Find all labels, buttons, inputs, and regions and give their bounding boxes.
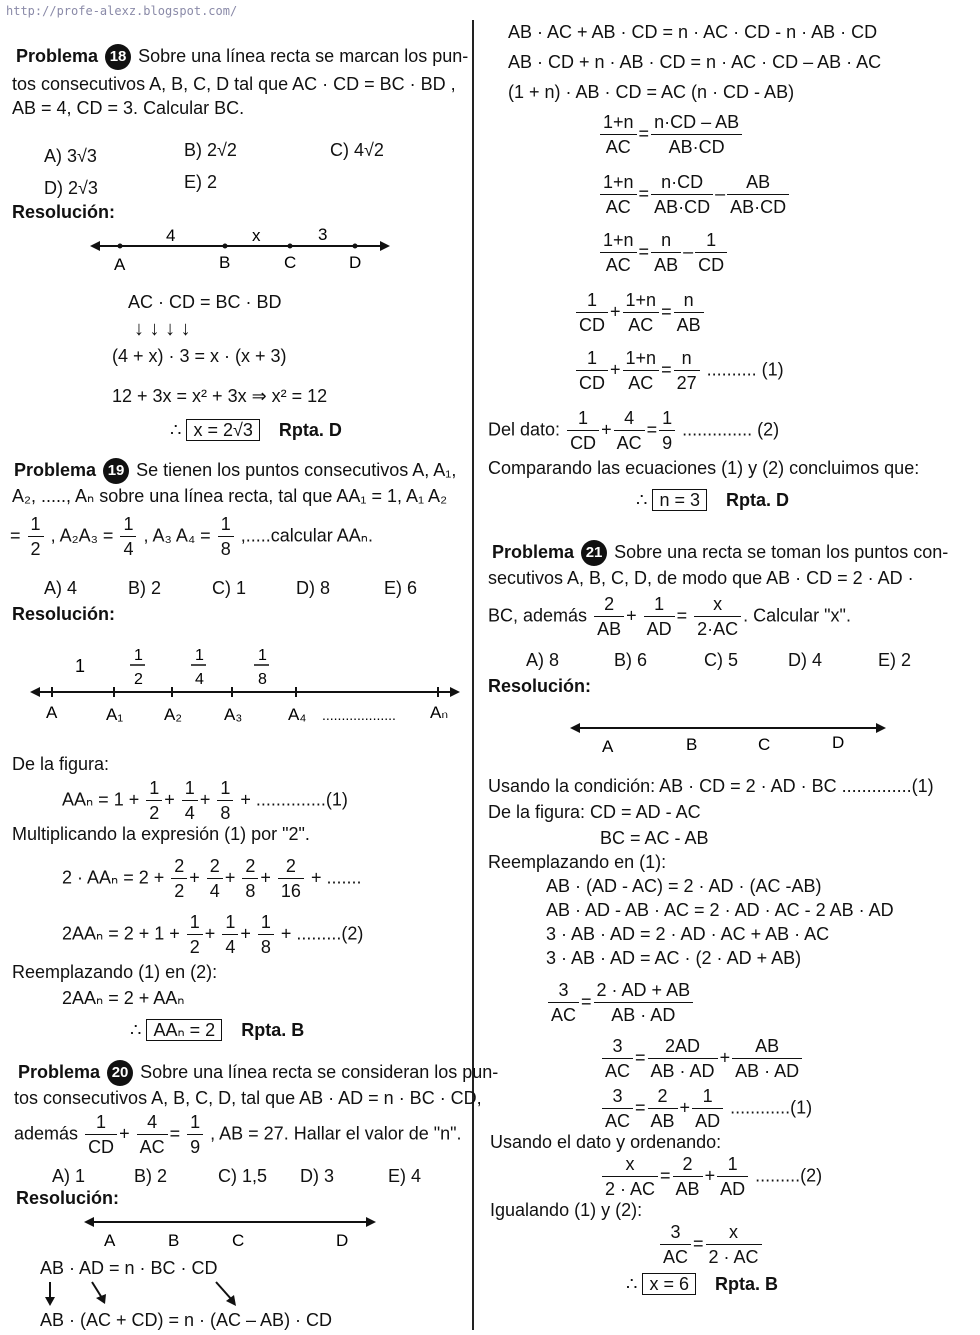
p21-line-figure bbox=[570, 718, 886, 758]
p21-answer-box: x = 6 bbox=[642, 1273, 696, 1295]
p21-point-b: B bbox=[686, 735, 698, 754]
p21-header bbox=[492, 540, 948, 566]
p19-option-d: D) 8 bbox=[296, 578, 331, 598]
p19-label: Problema bbox=[14, 459, 97, 480]
p19-rpta: Rpta. B bbox=[241, 1020, 305, 1040]
p18-header bbox=[16, 44, 468, 70]
p18-number-badge: 18 bbox=[105, 44, 131, 70]
p19-eq-1: AAₙ = 1 + $\frac{1}{2}$ + $\frac{1}{4}$ + $\frac{1}{8}$ + ..............(1) bbox=[62, 778, 348, 823]
p18-option-b: B) 2√2 bbox=[184, 140, 237, 160]
p18-point-c-mark bbox=[288, 244, 293, 249]
p20-r1: AB · AC + AB · CD = n · AC · CD - n · AB · CD bbox=[508, 22, 878, 42]
p18-answer-box: x = 2√3 bbox=[186, 419, 259, 441]
p21-option-d: D) 4 bbox=[788, 650, 823, 670]
p19-header bbox=[14, 458, 456, 484]
p19-option-b: B) 2 bbox=[128, 578, 162, 598]
p18-answer-line bbox=[170, 420, 342, 441]
p19-statement-3 bbox=[10, 512, 373, 561]
p19-seg-2-den: 2 bbox=[134, 671, 143, 688]
p19-dots: ................... bbox=[322, 707, 396, 723]
p18-point-c: C bbox=[284, 253, 297, 272]
p19-eq-sign: = bbox=[10, 525, 21, 546]
p19-answer-box: AAₙ = 2 bbox=[146, 1019, 222, 1041]
p18-point-a: A bbox=[114, 255, 126, 274]
p21-option-c: C) 5 bbox=[704, 650, 739, 670]
p19-point-an: Aₙ bbox=[430, 703, 449, 722]
p19-seg-3-num: 1 bbox=[195, 647, 204, 664]
p19-point-a: A bbox=[46, 703, 58, 722]
p20-r4: $\frac{1+n}{AC}$ = $\frac{n\cdot CD - AB}{AB\cdot CD}$ bbox=[598, 110, 744, 159]
p20-label: Problema bbox=[18, 1061, 101, 1082]
p18-eq-2: (4 + x) · 3 = x · (x + 3) bbox=[112, 346, 287, 366]
p18-point-d: D bbox=[349, 253, 362, 272]
p19-arrow-left bbox=[30, 687, 40, 697]
p19-seg-2-num: 1 bbox=[134, 647, 143, 664]
p21-e4: $\frac{x}{2 \cdot AC}$ = $\frac{2}{AB}$ + $\frac{1}{AD}$ .........(2) bbox=[600, 1152, 822, 1201]
p20-rpta: Rpta. D bbox=[726, 490, 790, 510]
p20-point-d: D bbox=[336, 1231, 349, 1250]
p21-l3: BC = AC - AB bbox=[600, 828, 709, 848]
p21-l1: Usando la condición: AB · CD = 2 · AD · BC ..............(1) bbox=[488, 776, 934, 796]
p19-seg-4-den: 8 bbox=[258, 671, 267, 688]
p19-statement-1: Se tienen los puntos consecutivos A, A₁, bbox=[136, 459, 457, 480]
p20-point-b: B bbox=[168, 1231, 180, 1250]
p20-dato: Del dato: $\frac{1}{CD}$ + $\frac{4}{AC}$ = $\frac{1}{9}$ .............. (2) bbox=[488, 408, 780, 453]
p20-number-badge: 20 bbox=[107, 1060, 133, 1086]
p20-answer-box: n = 3 bbox=[652, 489, 707, 511]
p18-statement-2: tos consecutivos A, B, C, D tal que AC · CD = BC · BD , bbox=[12, 74, 456, 94]
p20-r2: AB · CD + n · AB · CD = n · AC · CD – AB · AC bbox=[508, 52, 882, 72]
p21-l2: De la figura: CD = AD - AC bbox=[488, 802, 701, 822]
p18-resolution-title: Resolución: bbox=[12, 202, 116, 222]
p20-answer-line: ∴ n = 3 Rpta. D bbox=[636, 490, 790, 510]
p20-option-b: B) 2 bbox=[134, 1166, 168, 1186]
p21-label: Problema bbox=[492, 541, 575, 562]
p19-multiplicando: Multiplicando la expresión (1) por "2". bbox=[12, 824, 310, 844]
p18-option-e: E) 2 bbox=[184, 172, 218, 192]
p18-seg-ab: 4 bbox=[166, 226, 176, 245]
column-divider bbox=[472, 20, 474, 1330]
p20-line-figure bbox=[84, 1212, 376, 1252]
p21-l4: Reemplazando en (1): bbox=[488, 852, 667, 872]
p21-point-a: A bbox=[602, 737, 614, 756]
p19-seg-1: 1 bbox=[75, 656, 86, 676]
p18-eq-3: 12 + 3x = x² + 3x ⇒ x² = 12 bbox=[112, 386, 328, 406]
p21-l6: AB · AD - AB · AC = 2 · AD · AC - 2 AB · AD bbox=[546, 900, 894, 920]
therefore-symbol: ∴ bbox=[170, 420, 182, 440]
p21-l9: Usando el dato y ordenando: bbox=[490, 1132, 722, 1152]
p18-point-a-mark bbox=[118, 244, 123, 249]
p18-label: Problema bbox=[16, 45, 99, 66]
p19-eq-3: 2AAₙ = 2 + 1 + $\frac{1}{2}$ + $\frac{1}{4}$ + $\frac{1}{8}$ + .........(2) bbox=[62, 912, 364, 957]
p18-arrow-right bbox=[380, 241, 390, 251]
p21-l10: Igualando (1) y (2): bbox=[490, 1200, 643, 1220]
p20-arrows bbox=[40, 1280, 250, 1310]
p20-header bbox=[18, 1060, 498, 1086]
p19-option-e: E) 6 bbox=[384, 578, 418, 598]
p21-option-b: B) 6 bbox=[614, 650, 648, 670]
p20-option-e: E) 4 bbox=[388, 1166, 422, 1186]
p21-e3: $\frac{3}{AC}$ = $\frac{2}{AB}$ + $\frac{1}{AD}$ ............(1) bbox=[600, 1084, 812, 1133]
p18-arrows: ↓ ↓ ↓ ↓ bbox=[134, 318, 191, 340]
p18-statement-1: Sobre una línea recta se marcan los pun- bbox=[138, 45, 469, 66]
p21-option-a: A) 8 bbox=[526, 650, 560, 670]
p21-resolution-title: Resolución: bbox=[488, 676, 592, 696]
p20-statement-1: Sobre una línea recta se consideran los pun- bbox=[140, 1061, 499, 1082]
p19-seg-4-num: 1 bbox=[258, 647, 267, 664]
p18-line-figure bbox=[90, 224, 390, 276]
p20-eq-2: AB · (AC + CD) = n · (AC – AB) · CD bbox=[40, 1310, 333, 1330]
p19-point-a2: A₂ bbox=[164, 705, 182, 724]
p21-answer-line: ∴ x = 6 Rpta. B bbox=[626, 1274, 779, 1294]
p20-statement-2: tos consecutivos A, B, C, D, tal que AB · AD = n · BC · CD, bbox=[14, 1088, 482, 1108]
p18-option-c: C) 4√2 bbox=[330, 140, 384, 160]
p20-r8: $\frac{1}{CD}$ + $\frac{1+n}{AC}$ = $\frac{n}{27}$ .......... (1) bbox=[574, 346, 784, 395]
p20-point-a: A bbox=[104, 1231, 116, 1250]
p21-statement-3: BC, además $\frac{2}{AB}$ + $\frac{1}{AD}$ = $\frac{x}{2\cdot AC}$ . Calcular "x". bbox=[488, 594, 851, 639]
p19-a3a4: , A₃ A₄ = bbox=[143, 525, 211, 546]
p19-statement-2: A₂, ....., Aₙ sobre una línea recta, tal que AA₁ = 1, A₁ A₂ bbox=[12, 486, 448, 506]
p18-option-a: A) 3√3 bbox=[44, 146, 97, 166]
p19-frac-eighth: $\frac{1}{8}$ bbox=[218, 512, 234, 561]
p20-r7: $\frac{1}{CD}$ + $\frac{1+n}{AC}$ = $\frac{n}{AB}$ bbox=[574, 288, 706, 337]
p18-seg-cd: 3 bbox=[318, 225, 328, 244]
blog-url: http://profe-alexz.blogspot.com/ bbox=[6, 4, 238, 18]
p20-statement-3: además $\frac{1}{CD}$ + $\frac{4}{AC}$ = $\frac{1}{9}$ , AB = 27. Hallar el valor de "n". bbox=[14, 1112, 462, 1157]
p19-option-a: A) 4 bbox=[44, 578, 78, 598]
p18-option-d: D) 2√3 bbox=[44, 178, 98, 198]
p18-point-b: B bbox=[219, 253, 231, 272]
p21-point-c: C bbox=[758, 735, 771, 754]
p18-statement-3: AB = 4, CD = 3. Calcular BC. bbox=[12, 98, 245, 118]
p19-seg-3-den: 4 bbox=[195, 671, 204, 688]
p19-arrow-right bbox=[450, 687, 460, 697]
p19-answer-line: ∴ AAₙ = 2 Rpta. B bbox=[130, 1020, 305, 1040]
p20-point-c: C bbox=[232, 1231, 245, 1250]
p19-calc: ,.....calcular AAₙ. bbox=[240, 525, 373, 546]
p19-line-figure bbox=[30, 640, 460, 732]
p18-seg-bc: x bbox=[252, 226, 261, 245]
p18-eq-1: AC · CD = BC · BD bbox=[128, 292, 282, 312]
p19-eq-2: 2 · AAₙ = 2 + $\frac{2}{2}$ + $\frac{2}{4}$ + $\frac{2}{8}$ + $\frac{2}{16}$ + ....... bbox=[62, 856, 362, 901]
p20-option-a: A) 1 bbox=[52, 1166, 86, 1186]
p21-rpta: Rpta. B bbox=[715, 1274, 779, 1294]
p20-comparando: Comparando las ecuaciones (1) y (2) concluimos que: bbox=[488, 458, 920, 478]
p19-option-c: C) 1 bbox=[212, 578, 247, 598]
p19-a2a3: , A₂A₃ = bbox=[50, 525, 114, 546]
p19-point-a1: A₁ bbox=[106, 705, 124, 724]
p20-r5: $\frac{1+n}{AC}$ = $\frac{n\cdot CD}{AB\cdot CD}$ – $\frac{AB}{AB\cdot CD}$ bbox=[598, 170, 791, 219]
p20-resolution-title: Resolución: bbox=[16, 1188, 120, 1208]
p21-statement-1: Sobre una recta se toman los puntos con- bbox=[614, 541, 949, 562]
p19-number-badge: 19 bbox=[103, 458, 129, 484]
p18-point-b-mark bbox=[223, 244, 228, 249]
p19-resolution-title: Resolución: bbox=[12, 604, 116, 624]
p21-e1: $\frac{3}{AC}$ = $\frac{2 \cdot AD + AB}{AB \cdot AD}$ bbox=[546, 978, 695, 1027]
p18-arrow-left bbox=[90, 241, 100, 251]
p19-eq-4: 2AAₙ = 2 + AAₙ bbox=[62, 988, 185, 1008]
p18-rpta: Rpta. D bbox=[278, 420, 342, 440]
p21-l7: 3 · AB · AD = 2 · AD · AC + AB · AC bbox=[546, 924, 830, 944]
p20-option-d: D) 3 bbox=[300, 1166, 335, 1186]
p21-e5: $\frac{3}{AC}$ = $\frac{x}{2 \cdot AC}$ bbox=[658, 1220, 764, 1269]
p19-point-a3: A₃ bbox=[224, 705, 243, 724]
p19-frac-quarter: $\frac{1}{4}$ bbox=[120, 512, 136, 561]
p21-number-badge: 21 bbox=[581, 540, 607, 566]
p20-r3: (1 + n) · AB · CD = AC (n · CD - AB) bbox=[508, 82, 795, 102]
p20-r6: $\frac{1+n}{AC}$ = $\frac{n}{AB}$ – $\frac{1}{CD}$ bbox=[598, 228, 729, 277]
p20-eq-1: AB · AD = n · BC · CD bbox=[40, 1258, 218, 1278]
p19-de-la-figura: De la figura: bbox=[12, 754, 110, 774]
p20-option-c: C) 1,5 bbox=[218, 1166, 268, 1186]
p18-point-d-mark bbox=[353, 244, 358, 249]
p21-l5: AB · (AD - AC) = 2 · AD · (AC -AB) bbox=[546, 876, 822, 896]
p21-e2: $\frac{3}{AC}$ = $\frac{2AD}{AB \cdot AD}$ + $\frac{AB}{AB \cdot AD}$ bbox=[600, 1034, 804, 1083]
p21-statement-2: secutivos A, B, C, D, de modo que AB · CD = 2 · AD · bbox=[488, 568, 914, 588]
p19-frac-half: $\frac{1}{2}$ bbox=[28, 512, 44, 561]
p19-reemplazando: Reemplazando (1) en (2): bbox=[12, 962, 218, 982]
p19-point-a4: A₄ bbox=[288, 705, 307, 724]
p21-option-e: E) 2 bbox=[878, 650, 912, 670]
p21-point-d: D bbox=[832, 733, 845, 752]
p21-l8: 3 · AB · AD = AC · (2 · AD + AB) bbox=[546, 948, 802, 968]
